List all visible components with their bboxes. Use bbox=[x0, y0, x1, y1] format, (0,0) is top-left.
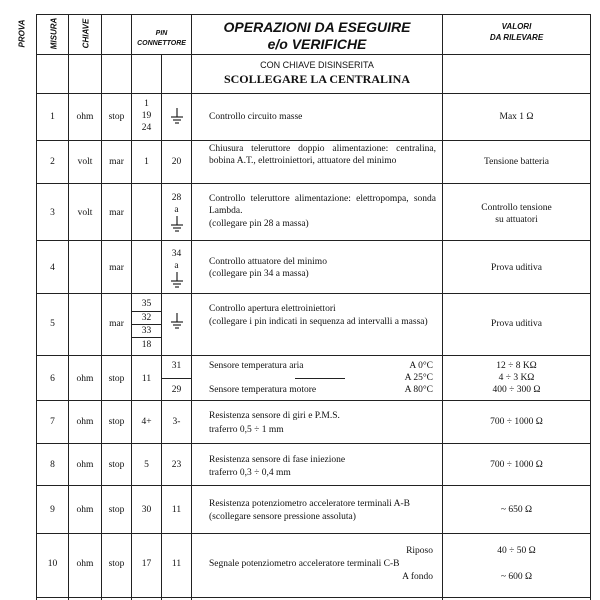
row10-chiave: stop bbox=[108, 559, 125, 569]
row5-chiave: mar bbox=[109, 319, 124, 329]
row8-pin-a: 5 bbox=[144, 460, 149, 470]
row10-valore-2: ~ 600 Ω bbox=[500, 572, 533, 582]
row6-prova: 6 bbox=[50, 374, 55, 384]
row9-prova: 9 bbox=[50, 505, 55, 515]
row1-pin-a-3: 24 bbox=[141, 123, 152, 133]
subheader-line2: SCOLLEGARE LA CENTRALINA bbox=[223, 72, 411, 86]
row4-pin-b-2: a bbox=[174, 261, 179, 271]
row6-op-2-temp: A 25°C bbox=[404, 373, 433, 383]
row4-prova: 4 bbox=[50, 263, 55, 273]
row10-operazione: Segnale potenziometro acceleratore terminali C-B bbox=[209, 559, 400, 569]
row2-valore: Tensione batteria bbox=[483, 157, 549, 167]
row8-valore: 700 ÷ 1000 Ω bbox=[490, 460, 543, 470]
row3-pin-b-1: 28 bbox=[171, 193, 182, 203]
row3-operazione: Controllo teleruttore alimentazione: elettropompa, sonda Lambda. bbox=[209, 194, 436, 216]
row6-pin-b-2: 29 bbox=[171, 385, 182, 395]
row6-pin-b-1: 31 bbox=[171, 361, 182, 371]
row8-chiave: stop bbox=[108, 460, 125, 470]
row10-valore-1: 40 ÷ 50 Ω bbox=[497, 546, 536, 556]
row5-pin-a-4: 18 bbox=[141, 340, 152, 350]
row9-misura: ohm bbox=[76, 505, 94, 515]
row8-prova: 8 bbox=[50, 460, 55, 470]
row3-misura: volt bbox=[77, 208, 93, 218]
row9-chiave: stop bbox=[108, 505, 125, 515]
ground-symbol-icon bbox=[170, 272, 184, 290]
row1-pin-a-2: 19 bbox=[141, 111, 152, 121]
row7-chiave: stop bbox=[108, 417, 125, 427]
ground-symbol-icon bbox=[170, 216, 184, 234]
header-valori-line1: VALORI bbox=[501, 22, 532, 31]
row5-operazione: Controllo apertura elettroiniettori bbox=[209, 304, 336, 314]
row6-op-3-temp: A 80°C bbox=[404, 385, 433, 395]
row7-pin-a: 4+ bbox=[141, 417, 152, 427]
ground-symbol-icon bbox=[170, 313, 184, 331]
row9-pin-a: 30 bbox=[141, 505, 152, 515]
row8-operazione-note: traferro 0,3 ÷ 0,4 mm bbox=[209, 468, 291, 478]
row6-pin-a: 11 bbox=[141, 374, 152, 384]
row1-operazione: Controllo circuito masse bbox=[209, 112, 303, 122]
row6-op-1-label: Sensore temperatura aria bbox=[209, 361, 304, 371]
row9-operazione-note: (scollegare sensore pressione assoluta) bbox=[209, 512, 356, 522]
row7-prova: 7 bbox=[50, 417, 55, 427]
row2-chiave: mar bbox=[109, 157, 124, 167]
row9-operazione: Resistenza potenziometro acceleratore terminali A-B bbox=[209, 499, 410, 509]
ground-symbol-icon bbox=[170, 108, 184, 126]
row2-pin-a: 1 bbox=[144, 157, 149, 167]
row10-op-top: Riposo bbox=[406, 546, 433, 556]
row3-operazione-note: (collegare pin 28 a massa) bbox=[209, 219, 309, 229]
row9-pin-b: 11 bbox=[171, 505, 182, 515]
subheader-line1: CON CHIAVE DISINSERITA bbox=[260, 60, 374, 70]
row5-pin-a-1: 35 bbox=[141, 299, 152, 309]
row3-chiave: mar bbox=[109, 208, 124, 218]
row2-operazione: Chiusura teleruttore doppio alimentazione: centralina, bobina A.T., elettroiniettori, attuatore del minimo bbox=[209, 144, 436, 166]
header-chiave: CHIAVE bbox=[81, 18, 91, 49]
row7-pin-b: 3- bbox=[172, 417, 181, 427]
row10-misura: ohm bbox=[76, 559, 94, 569]
row3-pin-b-2: a bbox=[174, 205, 179, 215]
row5-valore: Prova uditiva bbox=[491, 319, 542, 329]
row8-misura: ohm bbox=[76, 460, 94, 470]
row7-operazione-note: traferro 0,5 ÷ 1 mm bbox=[209, 425, 284, 435]
header-pin: PIN bbox=[155, 30, 168, 37]
row3-valore-2: su attuatori bbox=[495, 215, 538, 225]
row6-misura: ohm bbox=[76, 374, 94, 384]
row4-pin-b-1: 34 bbox=[171, 249, 182, 259]
row1-chiave: stop bbox=[108, 112, 125, 122]
row1-prova: 1 bbox=[50, 112, 55, 122]
row10-pin-a: 17 bbox=[141, 559, 152, 569]
row1-misura: ohm bbox=[76, 112, 94, 122]
header-misura: MISURA bbox=[49, 17, 59, 50]
row6-op-1-temp: A 0°C bbox=[409, 361, 433, 371]
row7-operazione: Resistenza sensore di giri e P.M.S. bbox=[209, 411, 340, 421]
row6-valore-3: 400 ÷ 300 Ω bbox=[492, 385, 541, 395]
row5-operazione-note: (collegare i pin indicati in sequenza ad intervalli a massa) bbox=[209, 317, 428, 327]
row10-op-bottom: A fondo bbox=[402, 572, 433, 582]
row2-misura: volt bbox=[77, 157, 93, 167]
row4-operazione-note: (collegare pin 34 a massa) bbox=[209, 269, 309, 279]
row8-operazione: Resistenza sensore di fase iniezione bbox=[209, 455, 346, 465]
row10-prova: 10 bbox=[47, 559, 58, 569]
row2-pin-b: 20 bbox=[171, 157, 182, 167]
header-operazioni-line2: e/o VERIFICHE bbox=[267, 36, 367, 52]
row9-valore: ~ 650 Ω bbox=[500, 505, 533, 515]
header-operazioni-line1: OPERAZIONI DA ESEGUIRE bbox=[223, 19, 411, 35]
row4-chiave: mar bbox=[109, 263, 124, 273]
row2-prova: 2 bbox=[50, 157, 55, 167]
header-valori-line2: DA RILEVARE bbox=[489, 33, 544, 42]
row6-valore-2: 4 ÷ 3 KΩ bbox=[498, 373, 535, 383]
row8-pin-b: 23 bbox=[171, 460, 182, 470]
row7-valore: 700 ÷ 1000 Ω bbox=[490, 417, 543, 427]
row3-valore-1: Controllo tensione bbox=[481, 203, 552, 213]
row4-operazione: Controllo attuatore del minimo bbox=[209, 257, 327, 267]
row10-pin-b: 11 bbox=[171, 559, 182, 569]
row5-prova: 5 bbox=[50, 319, 55, 329]
header-connettore: CONNETTORE bbox=[137, 40, 186, 47]
row1-valore: Max 1 Ω bbox=[499, 112, 534, 122]
row6-valore-1: 12 ÷ 8 KΩ bbox=[496, 361, 537, 371]
row4-valore: Prova uditiva bbox=[491, 263, 542, 273]
row5-pin-a-3: 33 bbox=[141, 326, 152, 336]
row7-misura: ohm bbox=[76, 417, 94, 427]
row3-prova: 3 bbox=[50, 208, 55, 218]
row6-op-3-label: Sensore temperatura motore bbox=[209, 385, 317, 395]
row5-pin-a-2: 32 bbox=[141, 313, 152, 323]
row6-chiave: stop bbox=[108, 374, 125, 384]
row1-pin-a-1: 1 bbox=[144, 99, 149, 109]
header-prova: PROVA bbox=[17, 19, 27, 48]
